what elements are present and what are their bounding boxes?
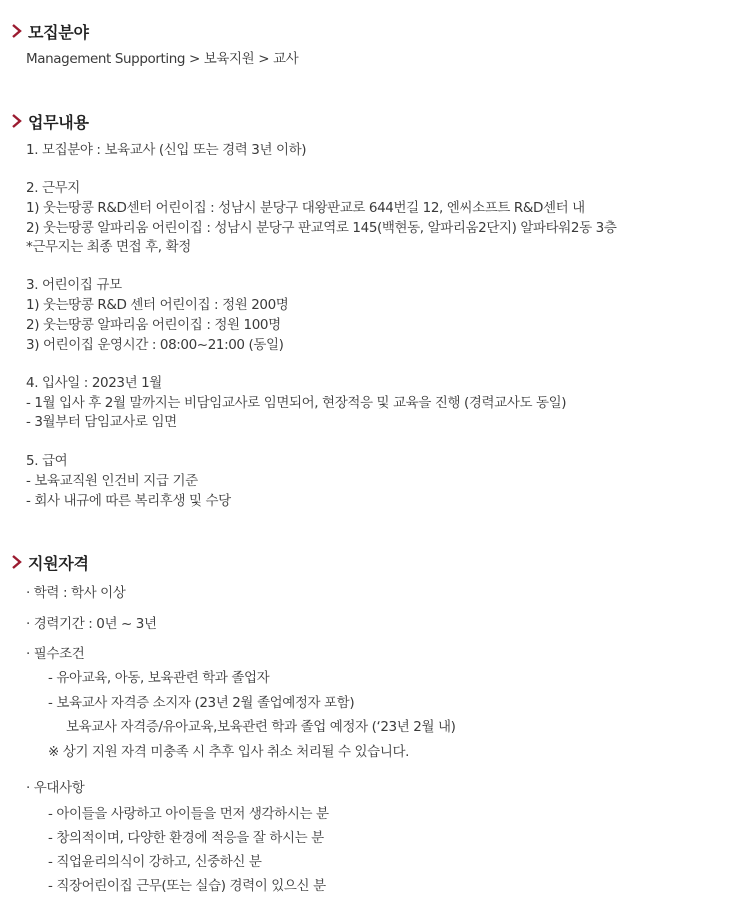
required-item-sub: 보육교사 자격증/유아교육,보육관련 학과 졸업 예정자 (‘23년 2월 내): [66, 719, 456, 735]
section-heading-recruit-field: [10, 19, 89, 43]
location-item: 2) 웃는땅콩 알파리움 어린이집 : 성남시 분당구 판교역로 145(백현동, 알파리움2단지) 알파타워2동 3층: [26, 220, 617, 236]
qualification-education: · 학력 : 학사 이상: [26, 585, 126, 601]
location-note: *근무지는 최종 면접 후, 확정: [26, 239, 191, 255]
location-heading: 2. 근무지: [26, 180, 80, 196]
scale-item: 2) 웃는땅콩 알파리움 어린이집 : 정원 100명: [26, 317, 281, 333]
section-title: 지원자격: [28, 553, 89, 573]
preferred-item: - 직장어린이집 근무(또는 실습) 경력이 있으신 분: [48, 878, 326, 894]
chevron-right-icon: [10, 553, 24, 571]
duties-field: 1. 모집분야 : 보육교사 (신입 또는 경력 3년 이하): [26, 142, 307, 158]
chevron-right-icon: [10, 112, 24, 130]
required-item: - 보육교사 자격증 소지자 (23년 2월 졸업예정자 포함): [48, 695, 355, 711]
pay-heading: 5. 급여: [26, 453, 68, 469]
preferred-heading: · 우대사항: [26, 780, 85, 796]
start-heading: 4. 입사일 : 2023년 1월: [26, 375, 162, 391]
preferred-item: - 직업윤리의식이 강하고, 신중하신 분: [48, 854, 262, 870]
scale-item: 1) 웃는땅콩 R&D 센터 어린이집 : 정원 200명: [26, 297, 289, 313]
section-heading-qualifications: [10, 550, 89, 574]
section-title: 업무내용: [28, 112, 89, 132]
preferred-item: - 아이들을 사랑하고 아이들을 먼저 생각하시는 분: [48, 806, 329, 822]
required-item: - 유아교육, 아동, 보육관련 학과 졸업자: [48, 670, 270, 686]
preferred-item: - 창의적이며, 다양한 환경에 적응을 잘 하시는 분: [48, 830, 324, 846]
chevron-right-icon: [10, 22, 24, 40]
scale-item: 3) 어린이집 운영시간 : 08:00~21:00 (동일): [26, 337, 284, 353]
recruit-field-path: Management Supporting > 보육지원 > 교사: [26, 51, 299, 67]
location-item: 1) 웃는땅콩 R&D센터 어린이집 : 성남시 분당구 대왕판교로 644번길 12, 엔씨소프트 R&D센터 내: [26, 200, 585, 216]
section-title: 모집분야: [28, 22, 89, 42]
required-note: ※ 상기 지원 자격 미충족 시 추후 입사 취소 처리될 수 있습니다.: [48, 744, 409, 760]
pay-item: - 회사 내규에 따른 복리후생 및 수당: [26, 493, 231, 509]
required-heading: · 필수조건: [26, 646, 85, 662]
start-item: - 3월부터 담임교사로 임면: [26, 414, 177, 430]
pay-item: - 보육교직원 인건비 지급 기준: [26, 473, 198, 489]
qualification-experience: · 경력기간 : 0년 ~ 3년: [26, 616, 157, 632]
section-heading-duties: [10, 109, 89, 133]
scale-heading: 3. 어린이집 규모: [26, 277, 122, 293]
start-item: - 1월 입사 후 2월 말까지는 비담임교사로 임면되어, 현장적응 및 교육을 진행 (경력교사도 동일): [26, 395, 567, 411]
